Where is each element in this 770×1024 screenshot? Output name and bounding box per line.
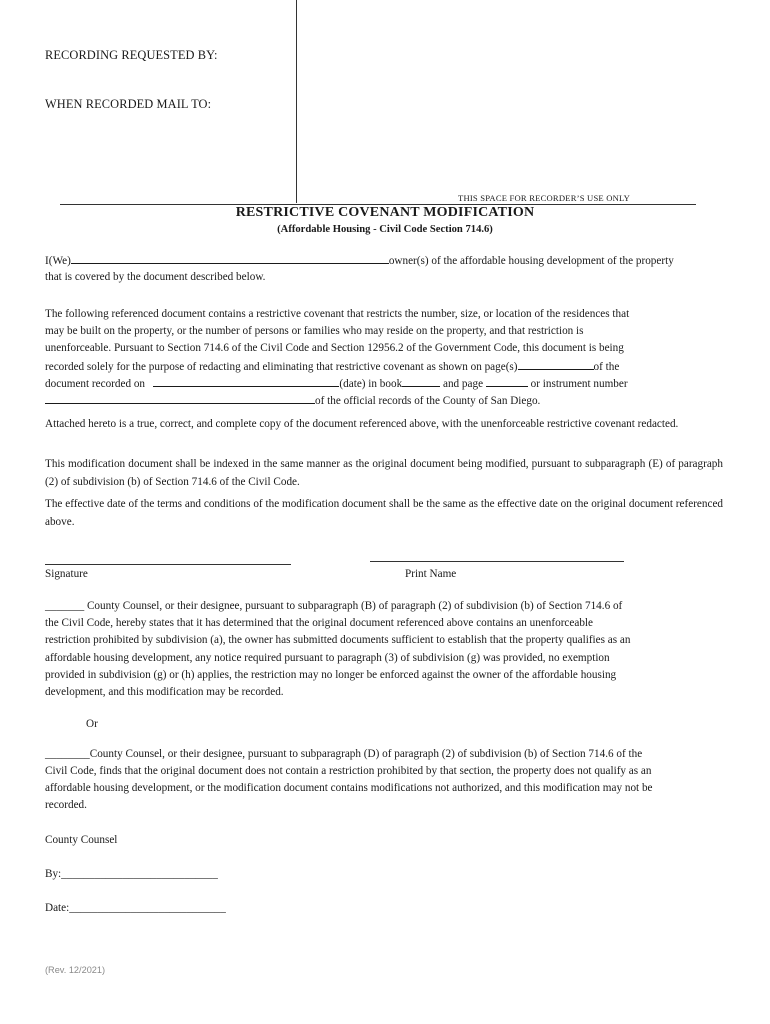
recorder-box-divider [296, 0, 297, 203]
indexed-paragraph: This modification document shall be indexed in the same manner as the original document being modified, pursuant to subparagraph (E) of paragraph (2) of subdivision (b) of Section 714.6 of the Civil Code. [45, 458, 723, 488]
instrument-number-label: or instrument number [530, 378, 628, 390]
by-field[interactable]: By:____________________________ [45, 868, 218, 880]
date-field[interactable]: Date:____________________________ [45, 902, 226, 914]
owner-name-field[interactable] [71, 252, 389, 264]
page-field[interactable] [486, 375, 528, 387]
print-name-line[interactable] [370, 561, 624, 562]
referenced-para-line-4 [45, 358, 619, 377]
referenced-para-line-3: unenforceable. Pursuant to Section 714.6 of the Civil Code and Section 12956.2 of the Government Code, this document is being [45, 342, 624, 354]
owner-suffix: owner(s) of the affordable housing development of the property [388, 255, 674, 267]
or-label: Or [86, 718, 98, 730]
owner-prefix: I(We) [45, 255, 71, 267]
print-name-label: Print Name [405, 568, 457, 580]
attached-paragraph: Attached hereto is a true, correct, and complete copy of the document referenced above, with the unenforceable restrictive covenant redacted. [45, 418, 679, 430]
referenced-para-line-4-end: of the [593, 361, 620, 373]
option-a-line-5: provided in subdivision (g) or (h) applies, the restriction may no longer be enforced against the owner of the affordable housing [45, 669, 617, 681]
book-field[interactable] [402, 375, 440, 387]
option-b-line-4: recorded. [45, 799, 87, 811]
owner-line [45, 252, 674, 271]
recorder-space-label: THIS SPACE FOR RECORDER’S USE ONLY [458, 193, 631, 203]
owner-line-2: that is covered by the document described below. [45, 271, 266, 283]
option-a-line-6: development, and this modification may be recorded. [45, 686, 284, 698]
page-label: and page [442, 378, 484, 390]
recorded-date-field[interactable] [153, 375, 339, 387]
option-a-line-4: affordable housing development, any notice required pursuant to paragraph (3) of subdivision (g) was provided, no exemption [45, 652, 610, 664]
pages-field[interactable] [518, 358, 594, 370]
option-b-line-1: ________County Counsel, or their designee, pursuant to subparagraph (D) of paragraph (2) of subdivision (b) of Section 714.6 of the [45, 748, 643, 760]
county-counsel-label: County Counsel [45, 834, 118, 846]
option-a-line-1: _______ County Counsel, or their designee, pursuant to subparagraph (B) of paragraph (2) of subdivision (b) of Section 714.6 of [45, 600, 623, 612]
instrument-number-field[interactable] [45, 392, 315, 404]
recorded-on-label: document recorded on [45, 378, 146, 390]
book-label: (date) in book [339, 378, 403, 390]
option-a-line-2: the Civil Code, hereby states that it has determined that the original document referenced above contains an unenforceable [45, 617, 593, 629]
official-records-text: of the official records of the County of San Diego. [315, 395, 541, 407]
option-a-line-3: restriction prohibited by subdivision (a), the owner has submitted documents sufficient to establish that the property qualifies as an [45, 634, 631, 646]
referenced-para-line-4-text: recorded solely for the purpose of redacting and eliminating that restrictive covenant as shown on page(s) [45, 361, 518, 373]
signature-label: Signature [45, 568, 88, 580]
effective-date-paragraph: The effective date of the terms and conditions of the modification document shall be the same as the effective date on the original document referenced above. [45, 498, 723, 528]
referenced-para-line-1: The following referenced document contains a restrictive covenant that restricts the number, size, or location of the residences that [45, 308, 630, 320]
option-b-line-2: Civil Code, finds that the original document does not contain a restriction prohibited by that section, the property does not qualify as an [45, 765, 652, 777]
option-b-line-3: affordable housing development, or the modification document contains modifications not authorized, and this modification may not be [45, 782, 653, 794]
signature-line[interactable] [45, 564, 291, 565]
referenced-para-line-5 [45, 375, 628, 394]
referenced-para-line-6 [45, 392, 540, 411]
revision-note: (Rev. 12/2021) [45, 965, 106, 975]
recording-requested-by-label: RECORDING REQUESTED BY: [45, 48, 218, 62]
referenced-para-line-2: may be built on the property, or the number of persons or families who may reside on the property, and that restriction is [45, 325, 584, 337]
when-recorded-mail-to-label: WHEN RECORDED MAIL TO: [45, 97, 212, 111]
document-title: RESTRICTIVE COVENANT MODIFICATION [235, 205, 535, 220]
document-subtitle: (Affordable Housing - Civil Code Section 714.6) [277, 224, 493, 235]
